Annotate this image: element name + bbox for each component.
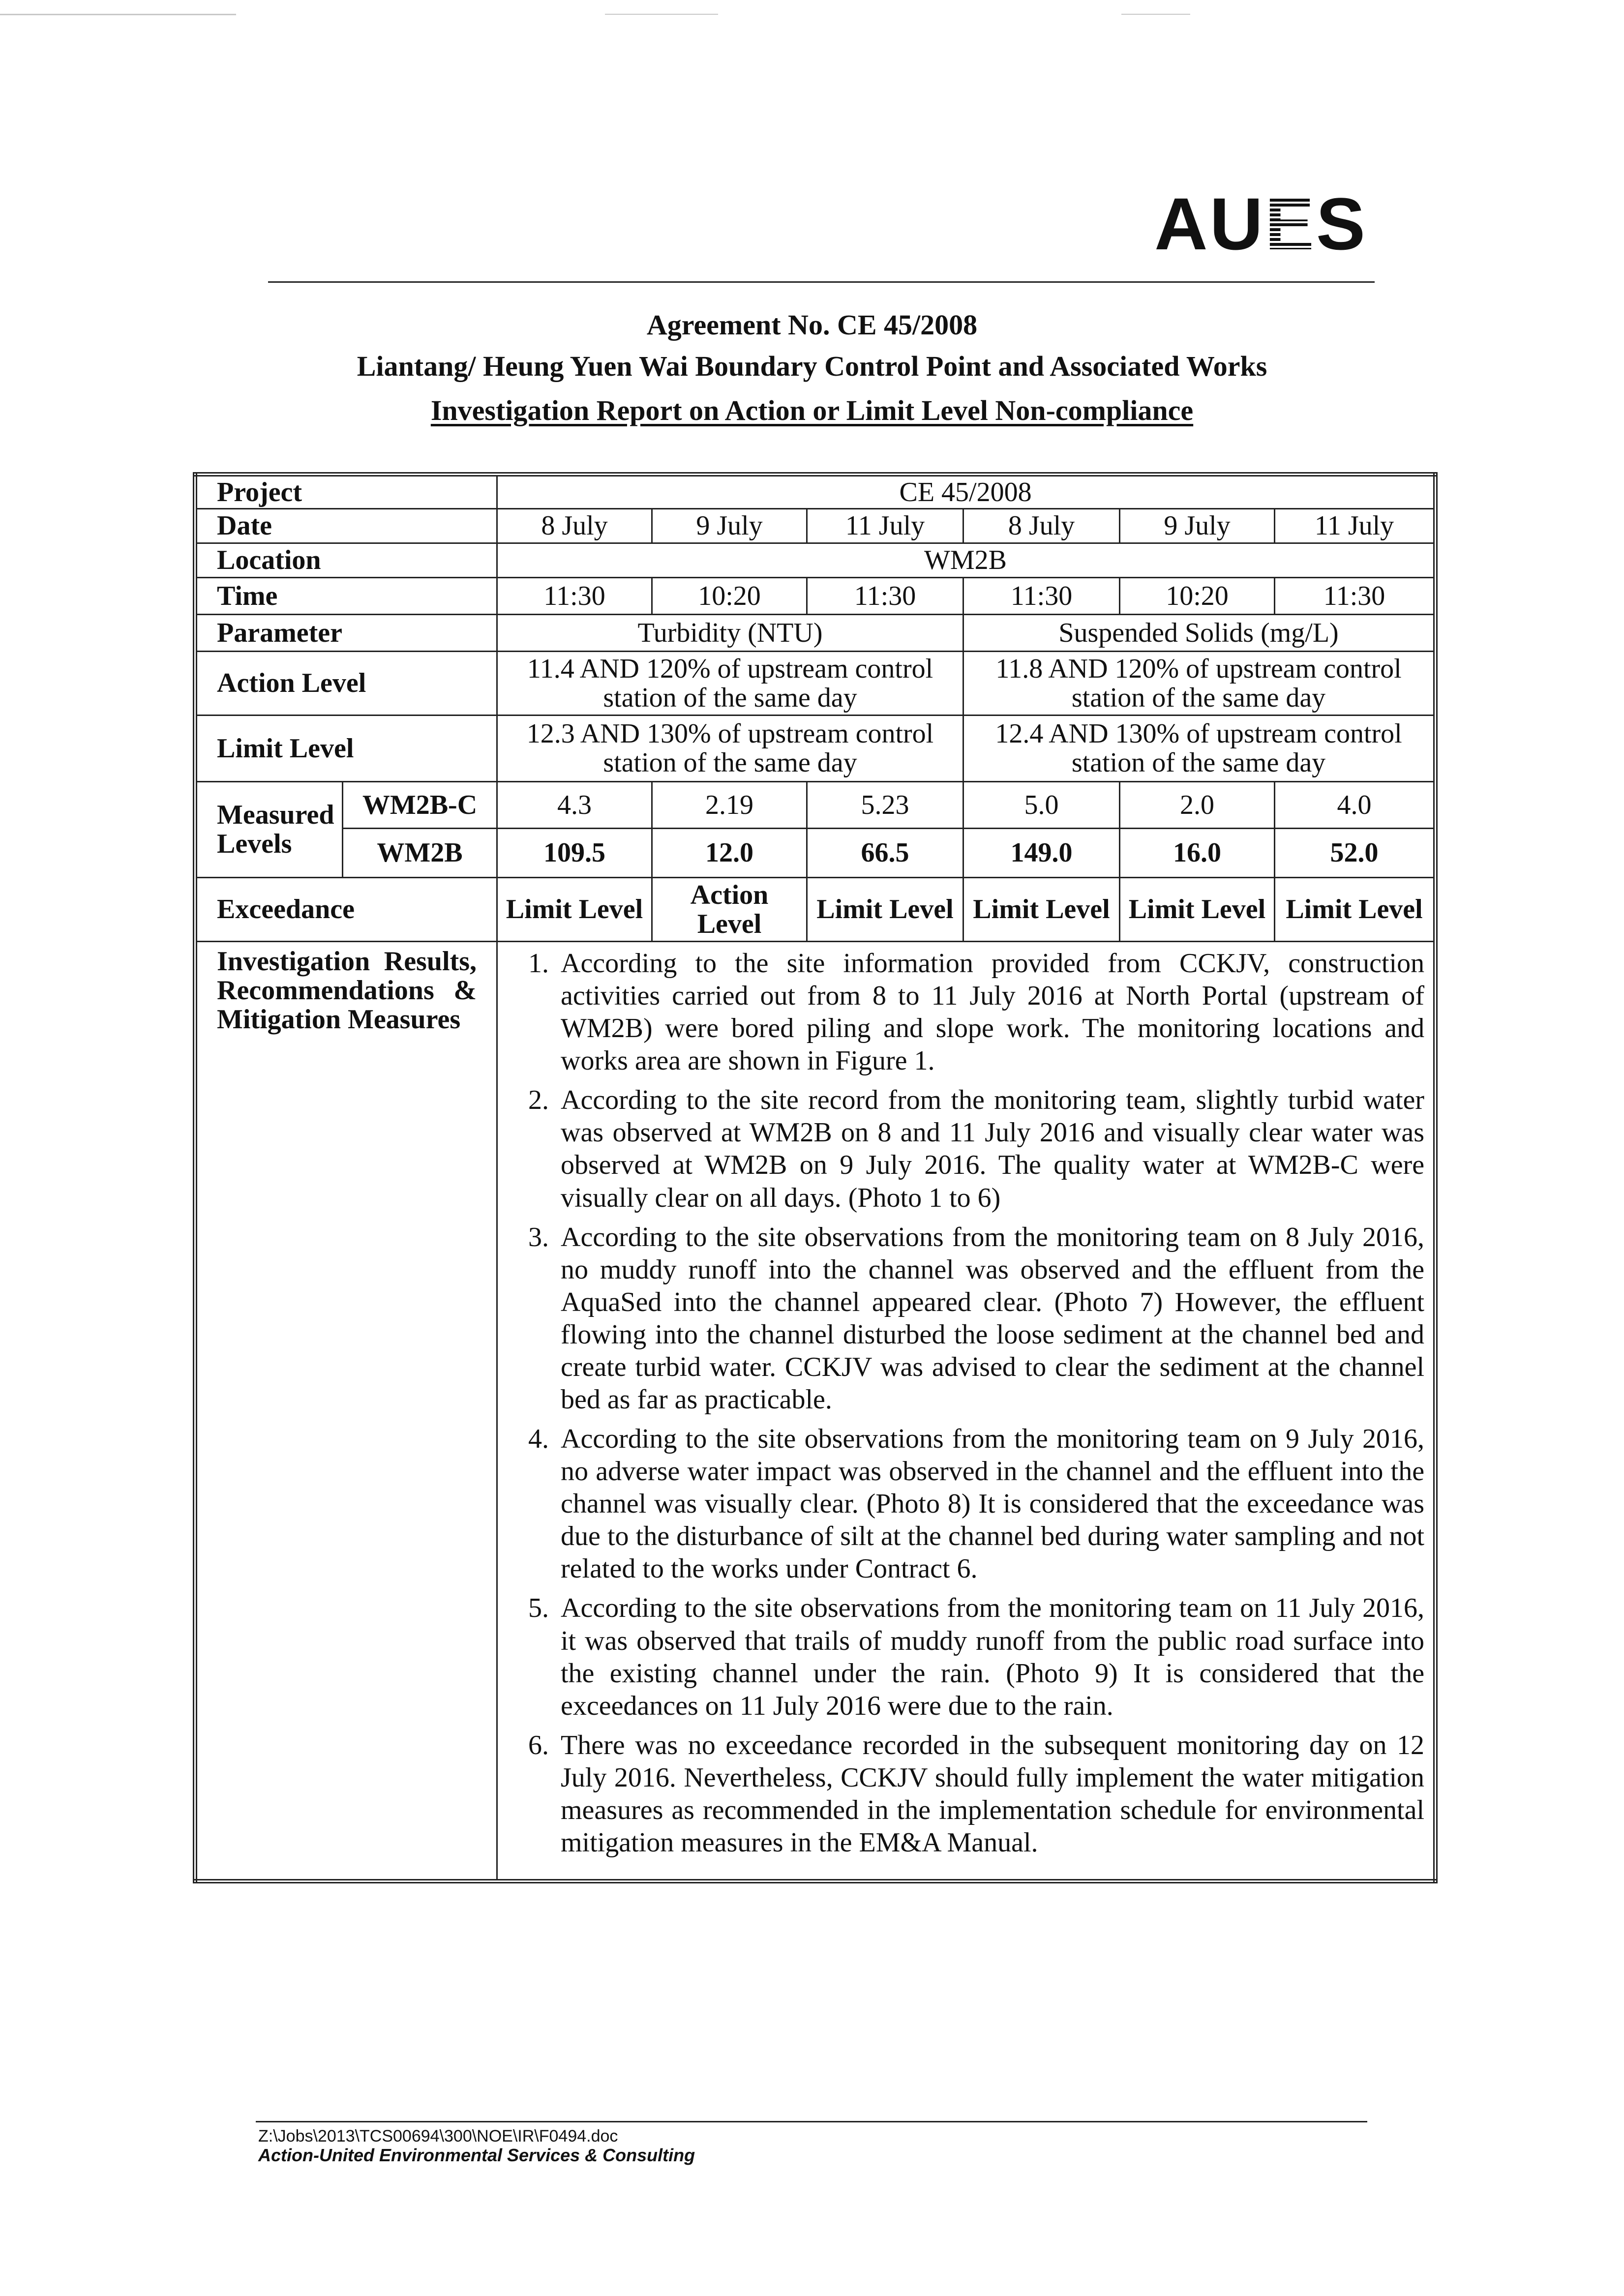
row-project [195, 475, 1436, 509]
action-level-turbidity: 11.4 AND 120% of upstream control station of the same day [497, 652, 963, 716]
exceedance-cell: Limit Level [1275, 878, 1436, 942]
exceedance-cell: Limit Level [807, 878, 963, 942]
footer-company: Action-United Environmental Services & Consulting [258, 2145, 695, 2165]
measured-value: 12.0 [652, 829, 807, 878]
row-location [195, 543, 1436, 578]
measured-value: 2.0 [1120, 782, 1275, 829]
row-exceedance [195, 878, 1436, 942]
measured-value: 52.0 [1275, 829, 1436, 878]
limit-level-turbidity: 12.3 AND 130% of upstream control station of the same day [497, 716, 963, 782]
date-cell: 11 July [807, 509, 963, 543]
exceedance-cell: Action Level [652, 878, 807, 942]
time-cell: 11:30 [963, 578, 1120, 615]
finding-item: 3. According to the site observations from the monitoring team on 8 July 2016, no muddy runoff into the channel was observed and the effluent from the AquaSed into the channel appeared clear. (Photo 7) However, the effluent flowing into the channel disturbed the loose sediment at the channel bed and create turbid water. CCKJV was advised to clear the sediment at the channel bed as far as practicable. [556, 1221, 1424, 1416]
measured-value: 16.0 [1120, 829, 1275, 878]
time-cell: 10:20 [1120, 578, 1275, 615]
exceedance-cell: Limit Level [1120, 878, 1275, 942]
time-label: Time [195, 578, 497, 615]
investigation-findings [497, 942, 1436, 1881]
location-value: WM2B [497, 543, 1436, 578]
date-cell: 8 July [963, 509, 1120, 543]
date-cell: 9 July [1120, 509, 1275, 543]
time-cell: 11:30 [497, 578, 652, 615]
row-time [195, 578, 1436, 615]
agreement-number: Agreement No. CE 45/2008 [646, 309, 978, 341]
project-value: CE 45/2008 [497, 475, 1436, 509]
time-cell: 11:30 [807, 578, 963, 615]
finding-item: 6. There was no exceedance recorded in the subsequent monitoring day on 12 July 2016. Nevertheless, CCKJV should fully implement the water mitigation measures as recommended in the implementation schedule for environmental mitigation measures in the EM&A Manual. [556, 1729, 1424, 1859]
limit-level-suspended-solids: 12.4 AND 130% of upstream control station of the same day [963, 716, 1436, 782]
row-limit-level [195, 716, 1436, 782]
time-cell: 10:20 [652, 578, 807, 615]
scan-artifact [605, 14, 718, 15]
location-label: Location [195, 543, 497, 578]
measured-value: 66.5 [807, 829, 963, 878]
investigation-table [193, 472, 1438, 1883]
measured-value: 5.0 [963, 782, 1120, 829]
finding-item: 1. According to the site information provided from CCKJV, construction activities carried out from 8 to 11 July 2016 at North Portal (upstream of WM2B) were bored piling and slope work. The monitoring locations and works area are shown in Figure 1. [556, 947, 1424, 1077]
measured-value: 109.5 [497, 829, 652, 878]
row-parameter [195, 615, 1436, 652]
row-date [195, 509, 1436, 543]
parameter-turbidity: Turbidity (NTU) [497, 615, 963, 652]
finding-item: 4. According to the site observations from the monitoring team on 9 July 2016, no adverse water impact was observed in the channel and the effluent into the channel was visually clear. (Photo 8) It is considered that the exceedance was due to the disturbance of silt at the channel bed during water sampling and not related to the works under Contract 6. [556, 1423, 1424, 1585]
time-cell: 11:30 [1275, 578, 1436, 615]
report-title: Investigation Report on Action or Limit Level Non-compliance [430, 394, 1194, 426]
measured-value: 4.0 [1275, 782, 1436, 829]
investigation-label: Investigation Results, Recommendations & Mitigation Measures [195, 942, 497, 1881]
action-level-suspended-solids: 11.8 AND 120% of upstream control station of the same day [963, 652, 1436, 716]
station-name: WM2B [343, 829, 497, 878]
header-divider [268, 281, 1375, 283]
exceedance-cell: Limit Level [963, 878, 1120, 942]
station-name: WM2B-C [343, 782, 497, 829]
exceedance-cell: Limit Level [497, 878, 652, 942]
aues-logo: AUES [1154, 182, 1367, 265]
date-label: Date [195, 509, 497, 543]
findings-list [507, 947, 1424, 1859]
date-cell: 9 July [652, 509, 807, 543]
finding-item: 5. According to the site observations from the monitoring team on 11 July 2016, it was observed that trails of muddy runoff from the public road surface into the existing channel under the rain. (Photo 9) It is considered that the exceedances on 11 July 2016 were due to the rain. [556, 1592, 1424, 1722]
exceedance-label: Exceedance [195, 878, 497, 942]
measured-value: 4.3 [497, 782, 652, 829]
parameter-label: Parameter [195, 615, 497, 652]
row-measured-wm2b-c [195, 782, 1436, 829]
scan-artifact [0, 14, 236, 15]
measured-value: 2.19 [652, 782, 807, 829]
project-title: Liantang/ Heung Yuen Wai Boundary Control Point and Associated Works [357, 350, 1267, 382]
limit-level-label: Limit Level [195, 716, 497, 782]
row-measured-wm2b [195, 829, 1436, 878]
project-label: Project [195, 475, 497, 509]
scan-artifact [1121, 14, 1190, 15]
footer-divider [256, 2121, 1367, 2122]
row-action-level [195, 652, 1436, 716]
action-level-label: Action Level [195, 652, 497, 716]
row-investigation [195, 942, 1436, 1881]
measured-levels-label: Measured Levels [195, 782, 343, 878]
measured-value: 5.23 [807, 782, 963, 829]
parameter-suspended-solids: Suspended Solids (mg/L) [963, 615, 1436, 652]
footer-file-path: Z:\Jobs\2013\TCS00694\300\NOE\IR\F0494.doc [258, 2127, 618, 2146]
date-cell: 8 July [497, 509, 652, 543]
date-cell: 11 July [1275, 509, 1436, 543]
measured-value: 149.0 [963, 829, 1120, 878]
finding-item: 2. According to the site record from the monitoring team, slightly turbid water was observed at WM2B on 8 and 11 July 2016 and visually clear water was observed at WM2B on 9 July 2016. The quality water at WM2B-C were visually clear on all days. (Photo 1 to 6) [556, 1084, 1424, 1214]
